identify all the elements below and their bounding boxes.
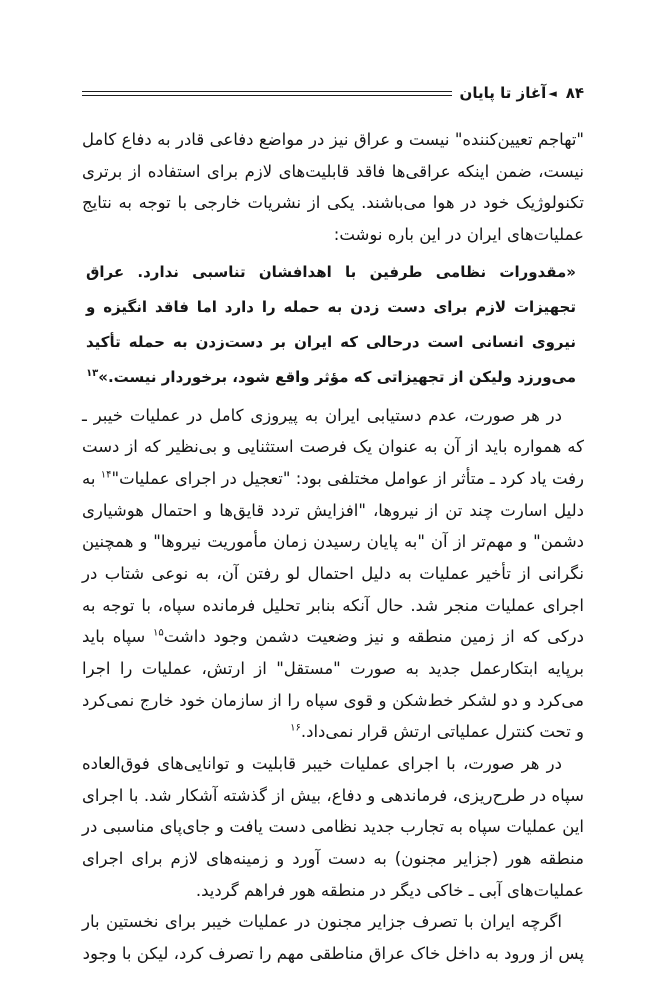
paragraph-analysis: در هر صورت، عدم دستیابی ایران به پیروزی کامل در عملیات خیبر ـ که همواره باید از آن به عنوان یک فرصت استثنایی و بی‌نظیر که از دست رفت یاد کرد ـ متأثر از عوامل مختلفی بود: "تعجیل در اجرای عملیات"$^{۱۴}$ به دلیل اسارت چند تن از نیروها، "افزایش تردد قایق‌ها و احتمال هوشیاری دشمن" و مهم‌تر از آن "به پایان رسیدن زمان مأموریت نیروها" و همچنین نگرانی از تأخیر عملیات به دلیل احتمال لو رفتن آن، به نوعی شتاب در اجرای عملیات منجر شد. حال آنکه بنابر تحلیل فرمانده سپاه، با توجه به درکی که از زمین منطقه و نیز وضعیت دشمن وجود داشت$^{۱۵}$ سپاه باید برپایه ابتکارعمل جدید به صورت "مستقل" از ارتش، عملیات را اجرا می‌کرد و دو لشکر خط‌شکن و قوی سپاه را از سازمان خود خارج نمی‌کرد و تحت کنترل عملیاتی ارتش قرار نمی‌داد.$^{۱۶}$ [82, 405, 585, 742]
paragraph-results: در هر صورت، با اجرای عملیات خیبر قابلیت و توانایی‌های فوق‌العاده سپاه در طرح‌ریزی، فرماندهی و دفاع، بیش از گذشته آشکار شد. با اجرای این عملیات سپاه به تجارب جدید نظامی دست یافت و جای‌پای مناسبی در منطقه هور (جزایر مجنون) به دست آورد و زمینه‌های لازم برای اجرای عملیات‌های آبی ـ خاکی دیگر در منطقه هور فراهم گردید. [82, 754, 584, 900]
header-title: آغاز تا پایان [459, 84, 547, 102]
paragraph-closing: اگرچه ایران با تصرف جزایر مجنون در عملیات خیبر برای نخستین بار پس از ورود به داخل خاک عراق مناطقی مهم را تصرف کرد، لیکن با وجود [82, 912, 584, 964]
header-rule-double-line [82, 91, 452, 96]
quote-block: «مقدورات نظامی طرفین با اهدافشان تناسبی ندارد. عراق تجهیزات لازم برای دست زدن به حمله را دارد اما فاقد انگیزه و نیروی انسانی است درحالی که ایران بر دست‌زدن به حمله تأکید می‌ورزد ولیکن از تجهیزاتی که مؤثر واقع شود، برخوردار نیست.»$^{۱۳}$ [86, 262, 576, 387]
page-number: ۸۴ [565, 84, 584, 102]
page-header [82, 84, 584, 102]
paragraph-intro: "تهاجم تعیین‌کننده" نیست و عراق نیز در مواضع دفاعی قادر به دفاع کامل نیست، ضمن اینکه عراقی‌ها فاقد قابلیت‌های لازم برای استفاده از برتری تکنولوژیک خود در هوا می‌باشند. یکی از نشریات خارجی با توجه به نتایج عملیات‌های ایران در این باره نوشت: [82, 130, 584, 245]
ornament-icon: ◄ [548, 86, 557, 100]
page-body [82, 124, 584, 970]
